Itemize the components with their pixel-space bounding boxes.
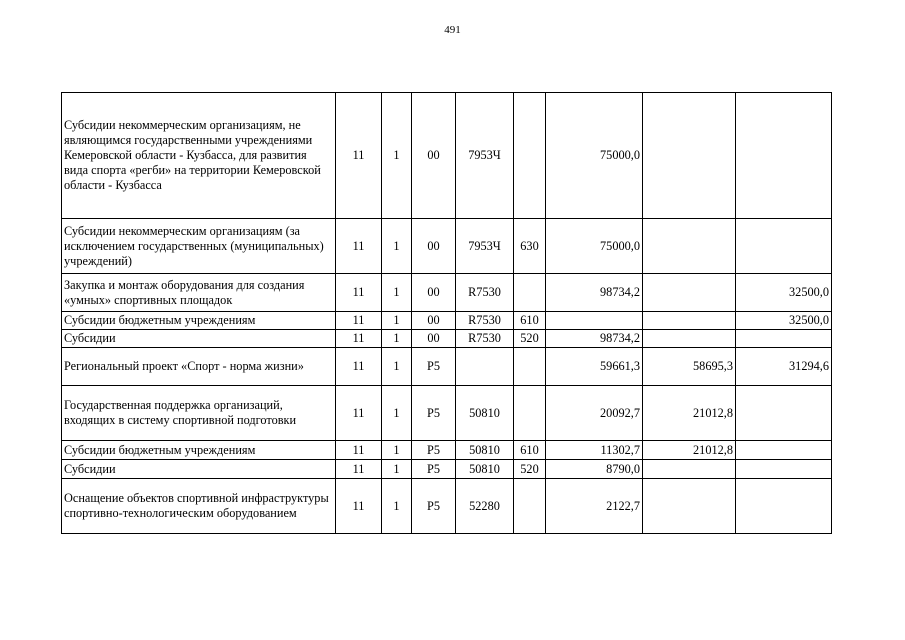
subsection-cell: 1 — [382, 330, 412, 348]
table-row — [62, 330, 832, 348]
row-description: Субсидии бюджетным учреждениям — [62, 441, 336, 460]
expense-type-cell — [514, 93, 546, 219]
row-description: Региональный проект «Спорт - норма жизни» — [62, 348, 336, 386]
amount-3-cell: 32500,0 — [736, 274, 832, 312]
amount-2-cell — [643, 219, 736, 274]
subsection-cell: 1 — [382, 219, 412, 274]
table-row — [62, 441, 832, 460]
program-cell: 00 — [412, 219, 456, 274]
amount-3-cell — [736, 330, 832, 348]
direction-cell: 7953Ч — [456, 219, 514, 274]
table-row — [62, 274, 832, 312]
expense-type-cell: 520 — [514, 330, 546, 348]
row-description: Субсидии — [62, 330, 336, 348]
program-cell: 00 — [412, 312, 456, 330]
subsection-cell: 1 — [382, 348, 412, 386]
amount-3-cell: 31294,6 — [736, 348, 832, 386]
budget-table — [61, 92, 832, 534]
program-cell: 00 — [412, 93, 456, 219]
direction-cell: R7530 — [456, 274, 514, 312]
table-row — [62, 93, 832, 219]
amount-3-cell — [736, 386, 832, 441]
amount-1-cell: 11302,7 — [546, 441, 643, 460]
amount-1-cell: 75000,0 — [546, 93, 643, 219]
amount-3-cell: 32500,0 — [736, 312, 832, 330]
section-cell: 11 — [336, 386, 382, 441]
expense-type-cell: 630 — [514, 219, 546, 274]
direction-cell: R7530 — [456, 330, 514, 348]
amount-1-cell: 2122,7 — [546, 479, 643, 534]
amount-2-cell — [643, 479, 736, 534]
section-cell: 11 — [336, 330, 382, 348]
row-description: Закупка и монтаж оборудования для создания «умных» спортивных площадок — [62, 274, 336, 312]
subsection-cell: 1 — [382, 312, 412, 330]
subsection-cell: 1 — [382, 441, 412, 460]
expense-type-cell — [514, 479, 546, 534]
direction-cell — [456, 348, 514, 386]
direction-cell: 50810 — [456, 386, 514, 441]
amount-1-cell: 98734,2 — [546, 274, 643, 312]
amount-3-cell — [736, 441, 832, 460]
subsection-cell: 1 — [382, 460, 412, 479]
amount-3-cell — [736, 460, 832, 479]
amount-3-cell — [736, 219, 832, 274]
table-row — [62, 348, 832, 386]
section-cell: 11 — [336, 93, 382, 219]
amount-2-cell — [643, 93, 736, 219]
amount-1-cell — [546, 312, 643, 330]
row-description: Государственная поддержка организаций, входящих в систему спортивной подготовки — [62, 386, 336, 441]
program-cell: 00 — [412, 274, 456, 312]
table-row — [62, 460, 832, 479]
program-cell: P5 — [412, 460, 456, 479]
amount-3-cell — [736, 93, 832, 219]
subsection-cell: 1 — [382, 479, 412, 534]
row-description: Субсидии некоммерческим организациям (за исключением государственных (муниципальных) учреждений) — [62, 219, 336, 274]
section-cell: 11 — [336, 479, 382, 534]
section-cell: 11 — [336, 348, 382, 386]
table-row — [62, 479, 832, 534]
subsection-cell: 1 — [382, 274, 412, 312]
section-cell: 11 — [336, 312, 382, 330]
program-cell: P5 — [412, 479, 456, 534]
expense-type-cell: 610 — [514, 441, 546, 460]
row-description: Оснащение объектов спортивной инфраструктуры спортивно-технологическим оборудованием — [62, 479, 336, 534]
section-cell: 11 — [336, 219, 382, 274]
expense-type-cell — [514, 274, 546, 312]
table-row — [62, 219, 832, 274]
section-cell: 11 — [336, 274, 382, 312]
amount-2-cell: 21012,8 — [643, 386, 736, 441]
direction-cell: 50810 — [456, 441, 514, 460]
table-row — [62, 386, 832, 441]
amount-2-cell — [643, 330, 736, 348]
expense-type-cell — [514, 386, 546, 441]
expense-type-cell: 610 — [514, 312, 546, 330]
amount-2-cell: 58695,3 — [643, 348, 736, 386]
row-description: Субсидии бюджетным учреждениям — [62, 312, 336, 330]
direction-cell: 50810 — [456, 460, 514, 479]
subsection-cell: 1 — [382, 386, 412, 441]
program-cell: 00 — [412, 330, 456, 348]
row-description: Субсидии некоммерческим организациям, не являющимся государственными учреждениями Кемеровской области - Кузбасса, для развития вида спорта «регби» на территории Кемеровской области - Кузбасса — [62, 93, 336, 219]
amount-2-cell — [643, 312, 736, 330]
page-number: 491 — [444, 24, 461, 36]
amount-1-cell: 98734,2 — [546, 330, 643, 348]
expense-type-cell: 520 — [514, 460, 546, 479]
amount-1-cell: 20092,7 — [546, 386, 643, 441]
program-cell: P5 — [412, 386, 456, 441]
direction-cell: 52280 — [456, 479, 514, 534]
subsection-cell: 1 — [382, 93, 412, 219]
amount-3-cell — [736, 479, 832, 534]
amount-2-cell — [643, 274, 736, 312]
row-description: Субсидии — [62, 460, 336, 479]
direction-cell: R7530 — [456, 312, 514, 330]
expense-type-cell — [514, 348, 546, 386]
table-row — [62, 312, 832, 330]
amount-1-cell: 75000,0 — [546, 219, 643, 274]
amount-2-cell — [643, 460, 736, 479]
amount-1-cell: 8790,0 — [546, 460, 643, 479]
amount-2-cell: 21012,8 — [643, 441, 736, 460]
section-cell: 11 — [336, 441, 382, 460]
program-cell: P5 — [412, 348, 456, 386]
direction-cell: 7953Ч — [456, 93, 514, 219]
amount-1-cell: 59661,3 — [546, 348, 643, 386]
section-cell: 11 — [336, 460, 382, 479]
program-cell: P5 — [412, 441, 456, 460]
